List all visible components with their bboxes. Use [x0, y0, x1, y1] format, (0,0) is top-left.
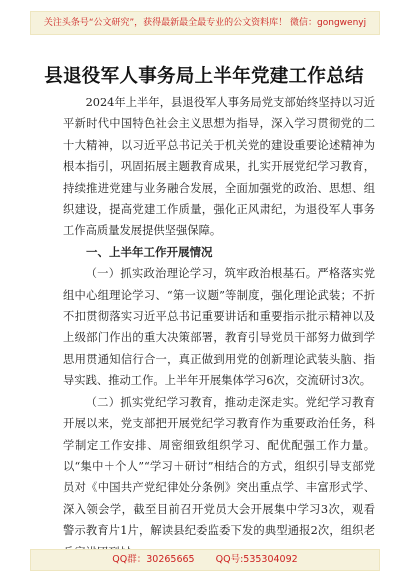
paragraph-discipline-education: （二）抓实党纪学习教育，推动走深走实。党纪学习教育开展以来，党支部把开展党纪学习教育作为重要政治任务，科学制定工作安排、周密细致组织学习、配优配强工作力量。以“集中＋个人”“学习＋研讨”相结合的方式，组织引导支部党员对《中国共产党纪律处分条例》突出重点学、丰富形式学、深入领会学，截至目前召开党员大会开展集中学习3次，观看警示教育片1片，解读县纪委监委下发的典型通报2次，组织老: [63, 395, 375, 538]
document-title: 县退役军人事务局上半年党建工作总结: [44, 66, 364, 87]
footer-banner: [30, 549, 380, 571]
section-heading: 一、上半年工作开展情况: [86, 244, 213, 259]
paragraph-political-study: （一）抓实政治理论学习，筑牢政治根基石。严格落实党组中心组理论学习、“第一议题”等制度，强化理论武装；不折不扣贯彻落实习近平总书记重要讲话和重要指示批示精神以及上级部门作出的重大决策部署，教育引导党员干部努力做到学思用贯通知信行合一，真正做到用党的创新理论武装头脑、指导实践、推动工作。上半年开展集体学习6次，交流研讨3次。: [63, 267, 375, 388]
intro-paragraph: 2024年上半年，县退役军人事务局党支部始终坚持以习近平新时代中国特色社会主义思想为指导，深入学习贯彻党的二十大精神，以习近平总书记关于机关党的建设重要论述精神为根本指引，巩固拓展主题教育成果，扎实开展党纪学习教育，持续推进党建与业务融合发展，全面加强党的政治、思想、组织建设，提高党建工作质量，强化正风肃纪，为退役军人事务工作高质量发展提供坚强保障。: [63, 96, 375, 238]
qq-number-text: QQ号:535304092: [215, 554, 298, 565]
header-banner: 关注头条号“公文研究”，获得最新最全最专业的公文资料库！ 微信：gongwenyj: [30, 11, 380, 35]
qq-group-text: QQ群：30265665: [112, 554, 195, 565]
document-body: [63, 92, 375, 563]
